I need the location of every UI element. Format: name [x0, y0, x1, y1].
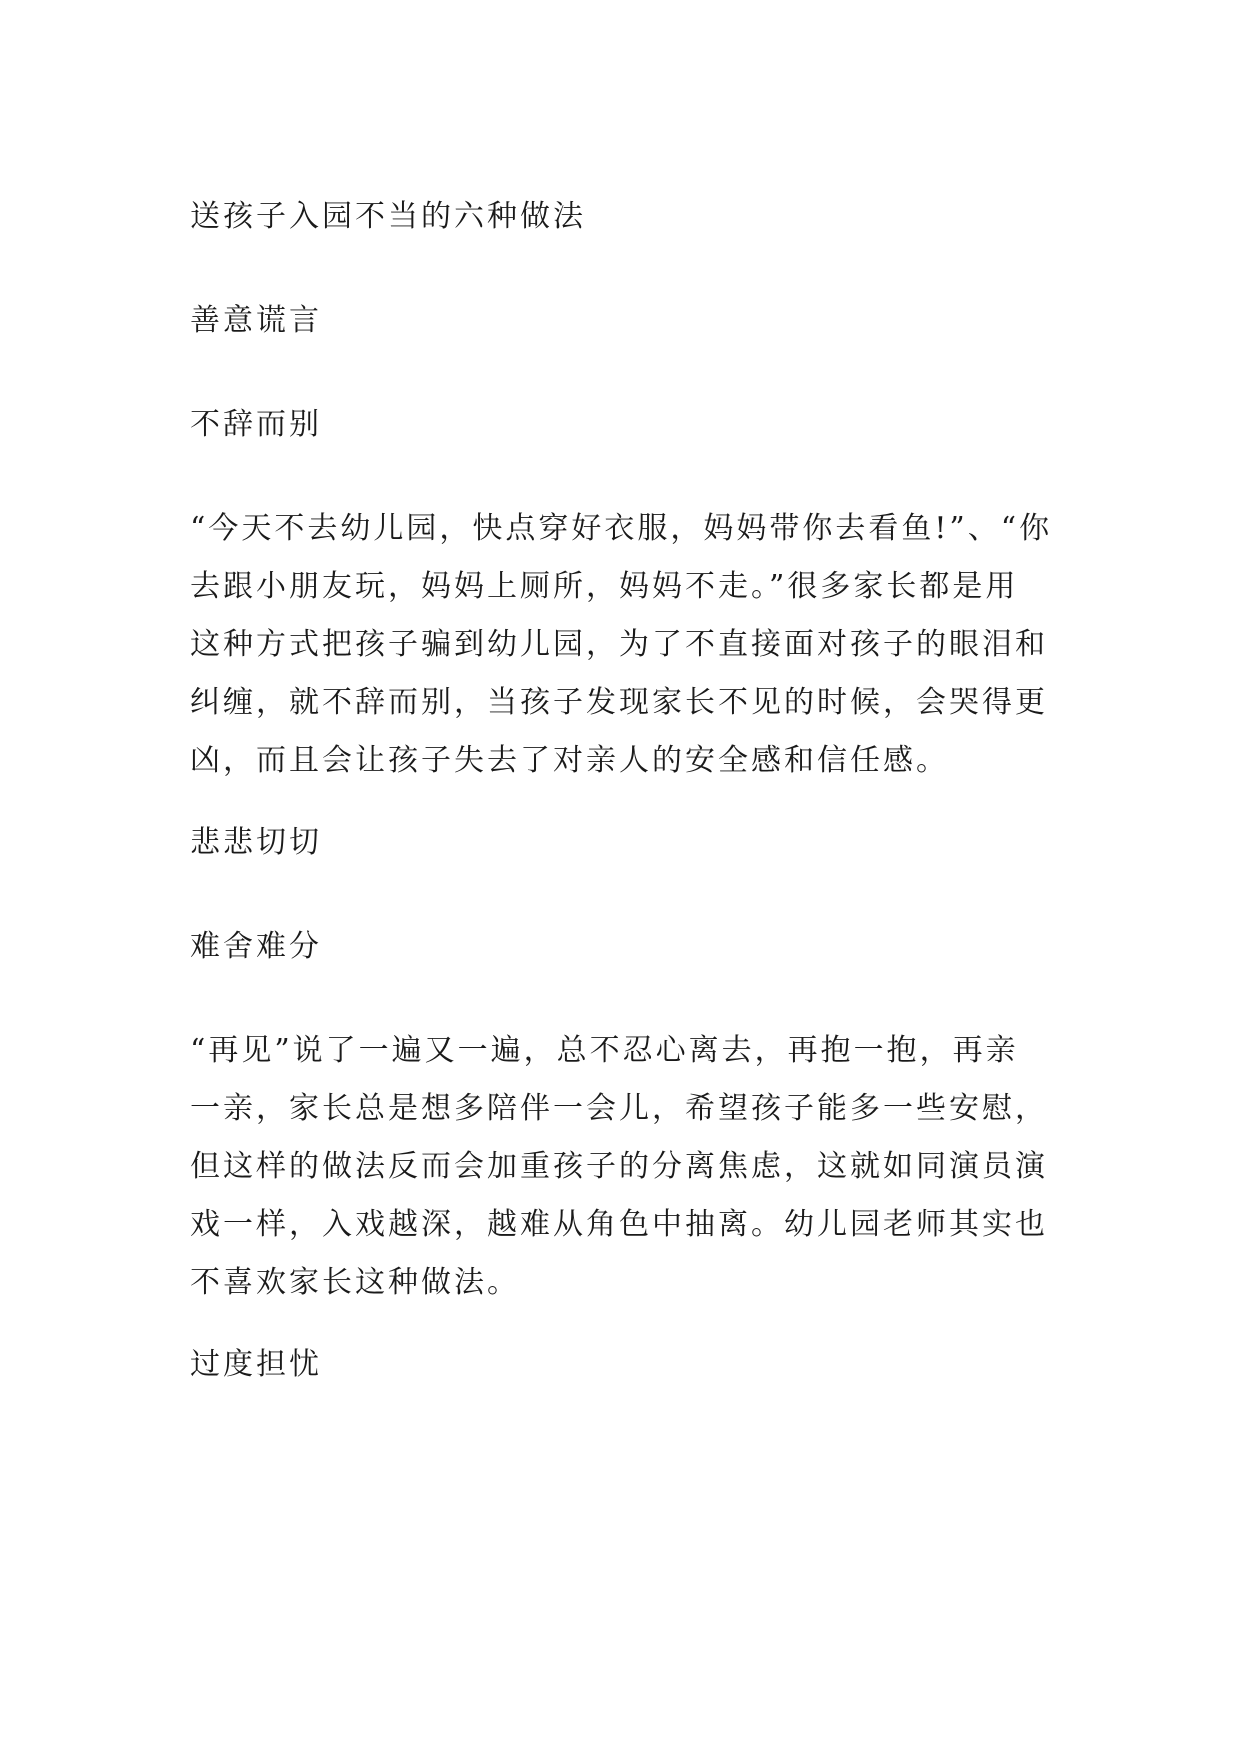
paragraph-line: “今天不去幼儿园，快点穿好衣服，妈妈带你去看鱼!”、“你: [190, 511, 1053, 546]
paragraph-line: 不喜欢家长这种做法。: [190, 1265, 520, 1300]
section-heading-5: 过度担忧: [190, 1347, 322, 1382]
section-heading-4: 难舍难分: [190, 929, 322, 964]
paragraph-line: “再见”说了一遍又一遍，总不忍心离去，再抱一抱，再亲: [190, 1033, 1019, 1068]
section-paragraph-4: [190, 1022, 1060, 1312]
paragraph-line: 凶，而且会让孩子失去了对亲人的安全感和信任感。: [190, 743, 949, 778]
section-heading-1: 善意谎言: [190, 303, 322, 338]
paragraph-line: 纠缠，就不辞而别，当孩子发现家长不见的时候，会哭得更: [190, 685, 1048, 720]
section-heading-3: 悲悲切切: [190, 825, 322, 860]
section-heading-2: 不辞而别: [190, 407, 322, 442]
document-title: 送孩子入园不当的六种做法: [190, 199, 586, 234]
paragraph-line: 但这样的做法反而会加重孩子的分离焦虑，这就如同演员演: [190, 1149, 1048, 1184]
paragraph-line: 一亲，家长总是想多陪伴一会儿，希望孩子能多一些安慰，: [190, 1091, 1048, 1126]
paragraph-line: 戏一样，入戏越深，越难从角色中抽离。幼儿园老师其实也: [190, 1207, 1048, 1242]
paragraph-line: 去跟小朋友玩，妈妈上厕所，妈妈不走。”很多家长都是用: [190, 569, 1019, 604]
section-paragraph-2: [190, 500, 1060, 790]
paragraph-line: 这种方式把孩子骗到幼儿园，为了不直接面对孩子的眼泪和: [190, 627, 1048, 662]
